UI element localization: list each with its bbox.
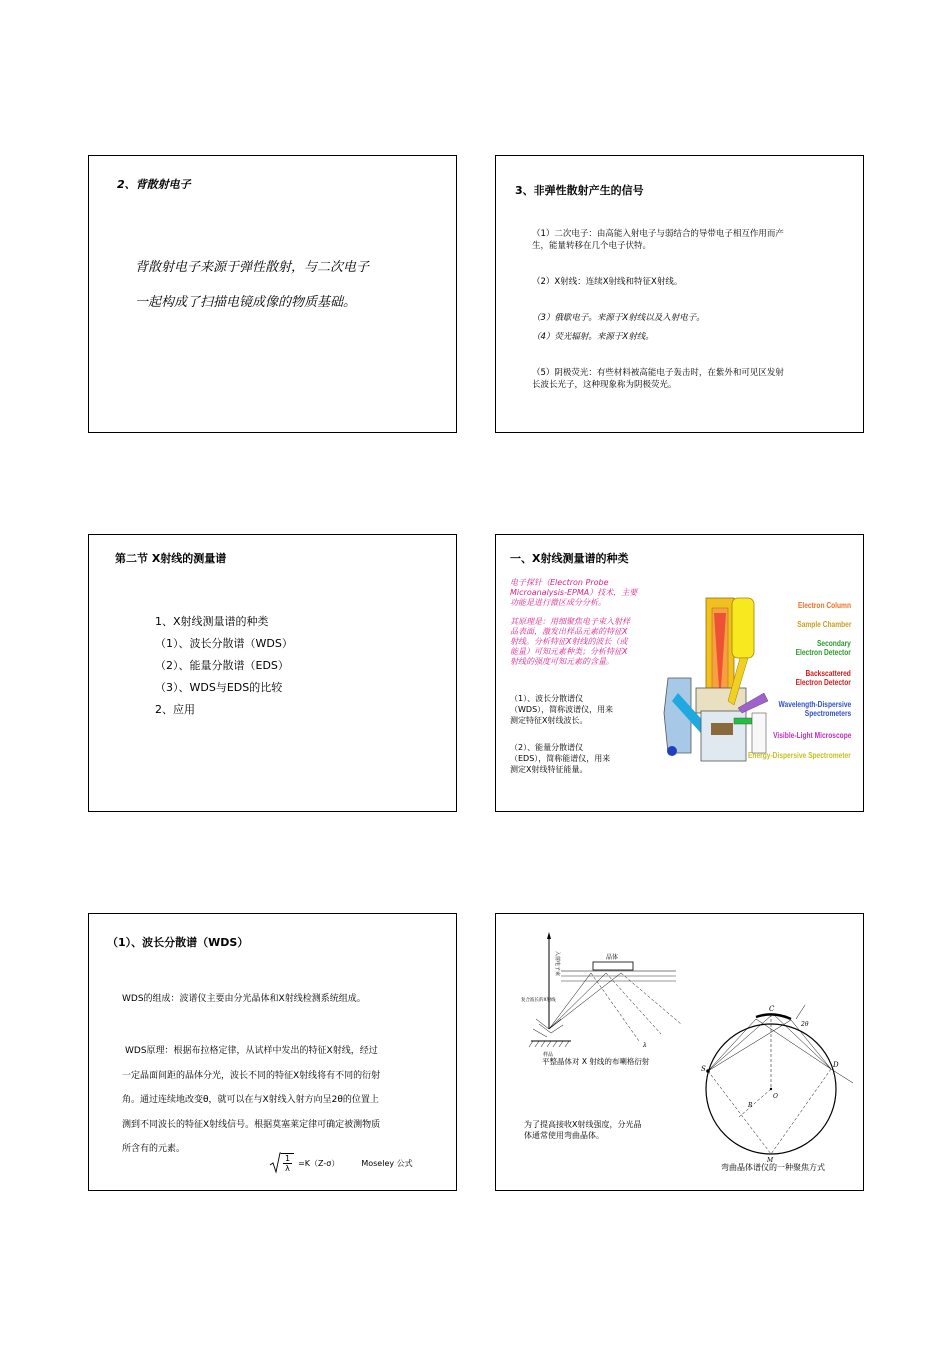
label-backscattered-detector <box>796 669 851 687</box>
epma-instrument-diagram <box>656 593 806 768</box>
text-line: （2）、能量分散谱仪 <box>510 743 584 752</box>
epma-intro <box>510 578 637 608</box>
label-2theta: 2θ <box>801 1021 809 1028</box>
text-line: （1）、波长分散谱仪 <box>510 694 584 703</box>
slide-title: 第二节 X射线的测量谱 <box>115 552 227 565</box>
slide-xray-spectra-outline <box>88 534 457 812</box>
wds-description <box>510 693 613 726</box>
outline-item: 1、X射线测量谱的种类 <box>155 615 269 628</box>
label-line: Electron Detector <box>795 647 851 657</box>
text-line: 功能是进行微区成分分析。 <box>510 598 606 607</box>
fraction-numerator: 1 <box>285 1154 291 1163</box>
label-xray: 复合波长的X射线 <box>521 998 556 1003</box>
label-electron-column: Electron Column <box>797 600 851 610</box>
text-line: 长波长光子，这种现象称为阴极荧光。 <box>532 380 677 390</box>
text-line: Microanalysis-EPMA）技术，主要 <box>510 588 638 597</box>
moseley-formula <box>269 1152 413 1174</box>
text-line: 测到不同波长的特征X射线信号。根据莫塞莱定律可确定被测物质 <box>122 1119 381 1130</box>
wds-principle <box>122 1039 380 1162</box>
paragraph-cathodoluminescence <box>532 367 784 391</box>
text-line: 一定晶面间距的晶体分光，波长不同的特征X射线将有不同的衍射 <box>122 1070 381 1081</box>
label-lambda: λ <box>643 1042 647 1049</box>
text-line: 能量）可知元素种类；分析特征X <box>510 647 628 656</box>
paragraph-secondary-electrons <box>532 228 784 252</box>
text-line: （WDS），简称波谱仪，用来 <box>510 705 614 714</box>
slide-title: 3、非弹性散射产生的信号 <box>515 184 644 197</box>
text-line: （EDS），简称能谱仪，用来 <box>510 754 611 763</box>
outline-item: （2）、能量分散谱（EDS） <box>155 659 289 672</box>
label-C: C <box>769 1005 775 1013</box>
label-eds: Energy-Dispersive Spectrometer <box>748 750 851 760</box>
label-line: Secondary <box>817 638 851 648</box>
label-M: M <box>767 1157 774 1164</box>
label-secondary-detector <box>796 639 851 657</box>
fraction-denominator: λ <box>285 1164 290 1173</box>
text-line: 电子探针（Electron Probe <box>510 578 609 587</box>
slide-inelastic-signals <box>495 155 864 433</box>
formula-name: Moseley 公式 <box>361 1158 413 1168</box>
slide-title: （1）、波长分散谱（WDS） <box>107 936 249 949</box>
paragraph-fluorescence: （4）荧光辐射。来源于X射线。 <box>532 332 654 342</box>
label-incident-beam: 入射电子束 <box>554 951 560 977</box>
label-line: Electron Detector <box>795 677 851 687</box>
text-line: 角。通过连续地改变θ，就可以在与X射线入射方向呈2θ的位置上 <box>122 1095 379 1105</box>
body-line: 一起构成了扫描电镜成像的物质基础。 <box>135 295 357 310</box>
text-line: 所含有的元素。 <box>122 1144 186 1154</box>
label-R: R <box>748 1102 753 1109</box>
text-line: （1）二次电子：由高能入射电子与弱结合的导带电子相互作用而产 <box>532 229 784 239</box>
text-line: 射线。分析特征X射线的波长（或 <box>510 637 628 646</box>
text-line: 体通常使用弯曲晶体。 <box>524 1131 604 1140</box>
slide-title: 2、背散射电子 <box>117 178 191 191</box>
outline-item: 2、应用 <box>155 703 195 716</box>
label-O: O <box>773 1093 778 1100</box>
label-sample: 样品 <box>543 1052 554 1058</box>
slide-backscattered-electrons <box>88 155 457 433</box>
text-line: （5）阴极荧光：有些材料被高能电子轰击时，在紫外和可见区发射 <box>532 368 784 378</box>
label-sample-chamber: Sample Chamber <box>796 619 851 629</box>
curved-crystal-diagram <box>701 999 859 1164</box>
epma-principle <box>510 617 630 667</box>
caption-curved-crystal: 弯曲晶体谱仪的一种聚焦方式 <box>721 1163 825 1172</box>
eds-description <box>510 742 610 775</box>
text-line: 测定X射线特征能量。 <box>510 765 588 774</box>
label-S: S <box>701 1065 706 1073</box>
curved-crystal-note <box>524 1119 641 1141</box>
label-D: D <box>833 1061 839 1069</box>
body-line: 背散射电子来源于弹性散射，与二次电子 <box>135 260 370 275</box>
flat-crystal-diagram <box>521 929 696 1064</box>
wds-composition: WDS的组成：波谱仪主要由分光晶体和X射线检测系统组成。 <box>122 994 366 1004</box>
text-line: 为了提高接收X射线强度，分光晶 <box>524 1120 642 1129</box>
outline-list <box>155 611 293 721</box>
outline-item: （1）、波长分散谱（WDS） <box>155 637 293 650</box>
sqrt-icon <box>269 1152 281 1174</box>
text-line: 生，能量转移在几个电子伏特。 <box>532 241 652 251</box>
label-wds <box>778 700 851 718</box>
text-line: 品表面，激发出样品元素的特征X <box>510 627 628 636</box>
slide-xray-spectra-types <box>495 534 864 812</box>
slide-wds <box>88 913 457 1191</box>
label-line: Spectrometers <box>804 708 851 718</box>
paragraph-auger: （3）俄歇电子。来源于X射线以及入射电子。 <box>532 313 705 323</box>
slide-crystal-diffraction <box>495 913 864 1191</box>
text-line: 测定特征X射线波长。 <box>510 716 588 725</box>
caption-flat-crystal: 平整晶体对 X 射线的布喇格衍射 <box>542 1057 650 1066</box>
label-line: Backscattered <box>805 668 851 678</box>
label-line: Wavelength-Dispersive <box>778 699 851 709</box>
text-line: 其原理是：用细聚焦电子束入射样 <box>510 617 630 626</box>
text-line: WDS原理：根据布拉格定律，从试样中发出的特征X射线，经过 <box>125 1046 378 1056</box>
label-vlm: Visible-Light Microscope <box>772 730 851 740</box>
fraction <box>281 1153 294 1173</box>
outline-item: （3）、WDS与EDS的比较 <box>155 681 283 694</box>
formula-rhs: =K（Z-σ） <box>298 1158 340 1168</box>
paragraph-xray: （2）X射线：连续X射线和特征X射线。 <box>532 277 683 287</box>
text-line: 射线的强度可知元素的含量。 <box>510 657 614 666</box>
slide-title: 一、X射线测量谱的种类 <box>510 552 629 565</box>
label-crystal: 晶体 <box>606 954 619 961</box>
